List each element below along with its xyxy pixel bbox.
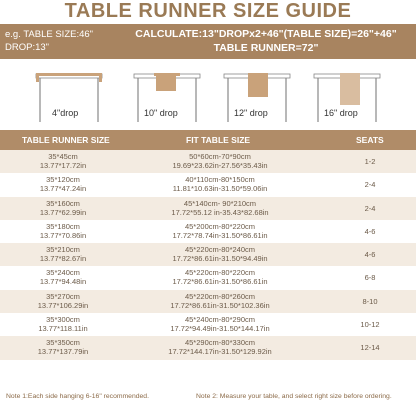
- table-drop-illustration: [312, 66, 382, 124]
- table-row: [0, 197, 416, 220]
- seats-cell: 4-6: [364, 250, 376, 260]
- table-row: [0, 266, 416, 289]
- note-1: Note 1:Each side hanging 6-16" recommended.: [6, 393, 149, 400]
- drop-value: 16": [324, 108, 338, 118]
- runner-size-cell: [8, 152, 118, 170]
- drop-label: [52, 108, 78, 118]
- fit-size-cm: 45*240cm-80*290cm: [184, 315, 256, 325]
- table-row: [0, 150, 416, 173]
- formula-calculation: CALCULATE:13"DROPx2+46"(TABLE SIZE)=26"+46": [135, 28, 397, 40]
- table-row: [0, 220, 416, 243]
- runner-size-in: 13.77*137.79in: [37, 347, 89, 357]
- drop-value: 12": [234, 108, 248, 118]
- table-drop-illustration: [34, 66, 104, 124]
- fit-table-size-cell: [120, 268, 320, 286]
- table-row: [0, 336, 416, 359]
- seats-cell: 6-8: [364, 273, 376, 283]
- fit-size-cm: 45*200cm-80*220cm: [184, 221, 256, 231]
- fit-table-size-cell: [120, 315, 320, 333]
- runner-size-cm: 35*270cm: [46, 291, 80, 301]
- drop-label: [234, 108, 268, 118]
- seats-cell: 2-4: [364, 203, 376, 213]
- runner-size-cell: [8, 222, 118, 240]
- seats-cell: 8-10: [362, 296, 378, 306]
- fit-table-size-cell: [120, 338, 320, 356]
- runner-size-cm: 35*210cm: [46, 245, 80, 255]
- notes: [0, 392, 416, 404]
- runner-size-in: 13.77*47.24in: [39, 184, 87, 194]
- size-table-body: [0, 150, 416, 360]
- fit-size-cm: 50*60cm-70*90cm: [189, 152, 251, 161]
- note-2: Note 2: Measure your table, and select right size before ordering.: [196, 393, 392, 400]
- fit-size-in: 17.72*78.74in-31.50*86.61in: [172, 230, 268, 240]
- fit-size-cm: 45*220cm-80*240cm: [184, 245, 256, 255]
- example-text: [5, 28, 115, 54]
- header-runner-size: TABLE RUNNER SIZE: [22, 135, 110, 145]
- size-table-header: [0, 130, 416, 150]
- drop-unit: drop: [249, 108, 268, 118]
- runner-size-cell: [8, 338, 118, 356]
- runner-size-cm: 35*300cm: [46, 315, 80, 325]
- runner-size-cell: [8, 292, 118, 310]
- fit-size-in: 17.72*86.61in-31.50*102.36in: [170, 300, 270, 310]
- drop-value: 4": [52, 108, 61, 118]
- seats-cell: 4-6: [364, 226, 376, 236]
- runner-size-cm: 35*240cm: [46, 268, 80, 278]
- fit-size-cm: 45*290cm-80*330cm: [184, 338, 256, 348]
- fit-table-size-cell: [120, 292, 320, 310]
- example-table-size: e.g. TABLE SIZE:46": [5, 29, 94, 40]
- fit-table-size-cell: [120, 199, 320, 217]
- runner-size-in: 13.77*106.29in: [37, 300, 89, 310]
- runner-size-cell: [8, 315, 118, 333]
- formula-text: [118, 27, 414, 55]
- runner-size-cell: [8, 199, 118, 217]
- drop-unit: drop: [339, 108, 358, 118]
- table-row: [0, 173, 416, 196]
- runner-size-in: 13.77*118.11in: [38, 324, 88, 334]
- table-drop-illustration: [132, 66, 202, 124]
- table-drop-illustration: [222, 66, 292, 124]
- formula-result: TABLE RUNNER=72": [213, 42, 319, 54]
- header-fit-table-size: FIT TABLE SIZE: [186, 135, 251, 145]
- drop-unit: drop: [60, 108, 79, 118]
- fit-size-cm: 45*220cm-80*220cm: [184, 268, 256, 278]
- runner-size-cm: 35*45cm: [48, 152, 78, 161]
- fit-size-in: 11.81*10.63in-31.50*59.06in: [172, 184, 268, 194]
- runner-size-in: 13.77*70.86in: [39, 230, 87, 240]
- runner-size-cell: [8, 175, 118, 193]
- table-row: [0, 243, 416, 266]
- runner-size-cm: 35*350cm: [46, 338, 80, 348]
- fit-size-in: 17.72*55.12 in-35.43*82.68in: [171, 207, 269, 217]
- page-title: TABLE RUNNER SIZE GUIDE: [64, 0, 352, 22]
- fit-size-in: 19.69*23.62in-27.56*35.43in: [172, 161, 268, 170]
- runner-size-in: 13.77*82.67in: [39, 254, 87, 264]
- fit-size-in: 17.72*86.61in-31.50*94.49in: [172, 254, 268, 264]
- drop-illustrations: [0, 62, 416, 128]
- fit-table-size-cell: [120, 245, 320, 263]
- runner-size-in: 13.77*62.99in: [39, 207, 87, 217]
- fit-table-size-cell: [120, 222, 320, 240]
- example-drop: DROP:13": [5, 42, 50, 53]
- calculation-banner: [0, 24, 416, 59]
- seats-cell: 2-4: [364, 180, 376, 190]
- seats-cell: 1-2: [364, 157, 376, 166]
- fit-table-size-cell: [120, 152, 320, 170]
- runner-size-in: 13.77*94.48in: [39, 277, 87, 287]
- header-seats: SEATS: [356, 135, 384, 145]
- runner-size-cell: [8, 245, 118, 263]
- fit-size-in: 17.72*94.49in-31.50*144.17in: [170, 324, 270, 334]
- fit-table-size-cell: [120, 175, 320, 193]
- seats-cell: 10-12: [360, 320, 380, 330]
- seats-cell: 12-14: [360, 343, 380, 353]
- fit-size-in: 17.72*144.17in-31.50*129.92in: [168, 347, 272, 357]
- fit-size-cm: 40*110cm-80*150cm: [185, 175, 255, 185]
- runner-size-cm: 35*180cm: [46, 221, 80, 231]
- drop-unit: drop: [159, 108, 178, 118]
- runner-size-cell: [8, 268, 118, 286]
- runner-size-cm: 35*160cm: [46, 198, 80, 208]
- runner-size-cm: 35*120cm: [46, 175, 80, 185]
- table-row: [0, 290, 416, 313]
- fit-size-cm: 45*140cm- 90*210cm: [183, 198, 257, 208]
- drop-label: [144, 108, 178, 118]
- runner-size-in: 13.77*17.72in: [39, 161, 87, 170]
- drop-value: 10": [144, 108, 158, 118]
- fit-size-in: 17.72*86.61in-31.50*86.61in: [172, 277, 268, 287]
- drop-label: [324, 108, 358, 118]
- fit-size-cm: 45*220cm-80*260cm: [184, 291, 256, 301]
- table-row: [0, 313, 416, 336]
